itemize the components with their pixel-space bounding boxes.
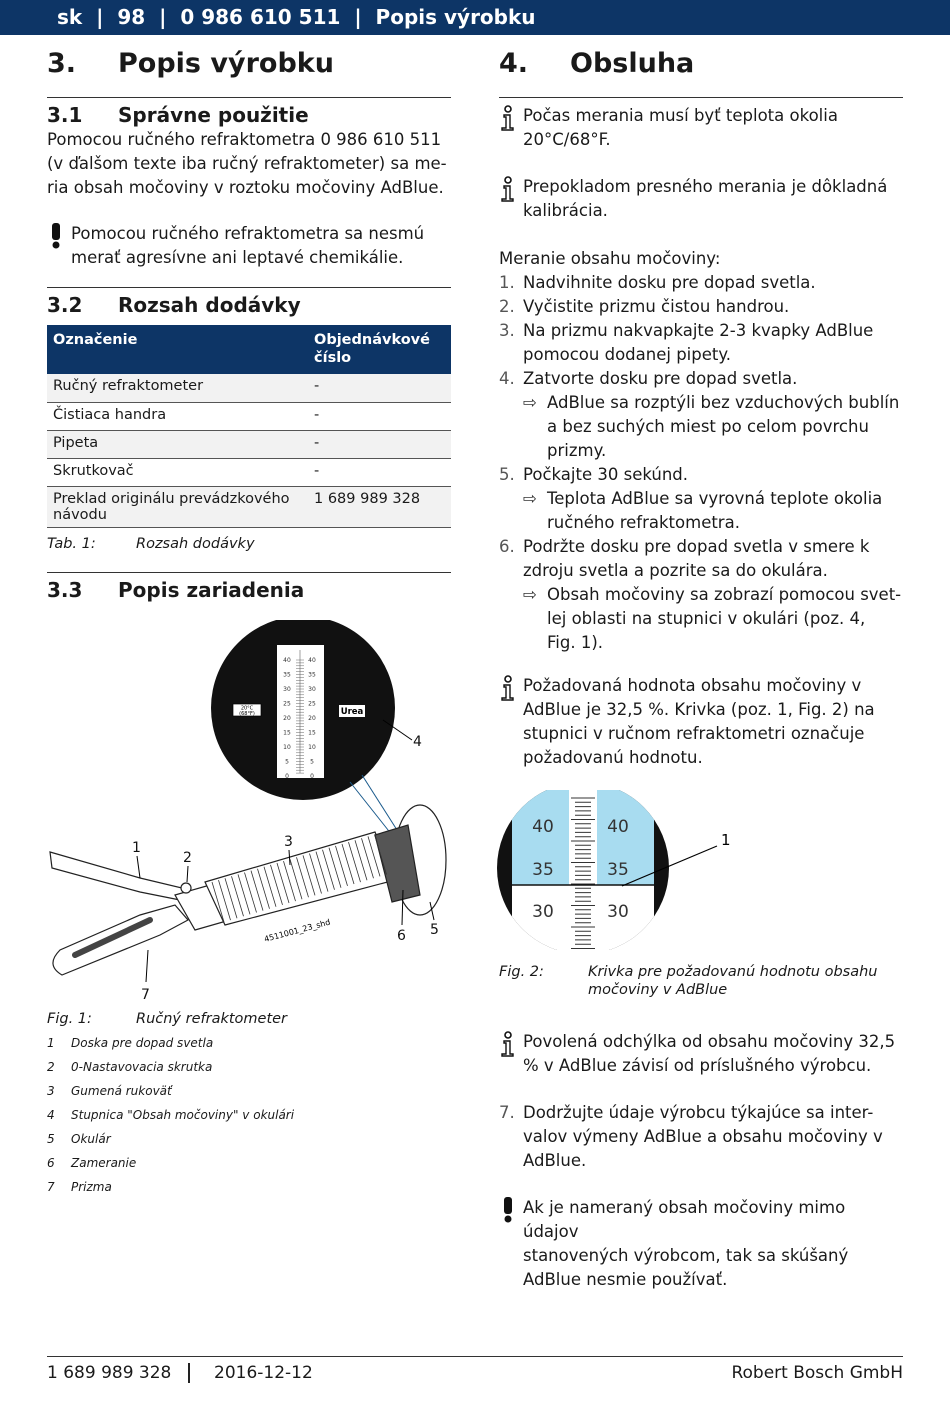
info-icon [499,675,517,701]
refractometer-body [50,805,446,975]
callout-4: 4 [413,734,422,750]
step-result: ⇨ Teplota AdBlue sa vyrovná teplote okolia ručného refraktometra. [523,489,883,532]
footer-separator [188,1363,190,1383]
table-row: Ručný refraktometer - [47,374,451,402]
scale-tick-label: 0 [310,773,314,780]
daylight-plate [50,852,190,902]
warning-note-1: Pomocou ručného refraktometra sa nesmú merať agresívne ani leptavé chemikálie. [47,222,424,270]
supply-table [47,325,451,528]
section-4-heading: 4. Obsluha [499,48,695,79]
list-item: 3 Gumená rukoväť [47,1084,172,1098]
list-item: 5 Okulár [47,1132,111,1146]
scale-tick-label: 35 [308,671,316,679]
step-result: ⇨ AdBlue sa rozptýli bez vzduchových bublín a bez suchých miest po celom povrchu prizmy. [523,393,900,460]
callout-1: 1 [132,840,141,856]
table-row: Čistiaca handra - [47,402,451,430]
divider [47,287,451,288]
info-icon [499,176,517,202]
callout-3: 3 [284,834,293,850]
scale-tick-label: 30 [308,686,316,693]
table-caption: Tab. 1: Rozsah dodávky [47,536,255,552]
scale-label-30: 30 [532,902,554,922]
divider [47,97,451,98]
scale-tick-label: 40 [308,657,316,664]
step-list-continued [499,1101,903,1173]
section-3-1-text: Pomocou ručného refraktometra 0 986 610 511 (v ďalšom texte iba ručný refraktometer) sa me- ria obsah močoviny v roztoku močoviny AdBlue. [47,130,447,197]
list-item: 4. Zatvorte dosku pre dopad svetla. ⇨ AdBlue sa rozptýli bez vzduchových bublín a bez suchých miest po celom povrchu prizmy. [499,367,903,463]
divider [47,572,451,573]
scale-tick-label: 35 [283,671,291,679]
list-item: 5. Počkajte 30 sekúnd. ⇨ Teplota AdBlue sa vyrovná teplote okolia ručného refraktometra. [499,463,903,535]
warning-icon [47,223,65,249]
scale-tick-label: 10 [308,744,316,751]
page-header: sk | 98 | 0 986 610 511 | Popis výrobku [0,0,950,35]
list-item: 6 Zameranie [47,1156,137,1170]
scale-tick-label: 0 [285,773,289,780]
section-3-1-heading: 3.1 Správne použitie [47,103,309,127]
figure-2-caption: Fig. 2: Krivka pre požadovanú hodnotu obsahu močoviny v AdBlue [499,964,878,998]
scale-label-35: 35 [532,860,554,880]
info-note-2: Prepokladom presného merania je dôkladná kalibrácia. [499,175,887,223]
info-note-4: Povolená odchýlka od obsahu močoviny 32,5 % v AdBlue závisí od príslušného výrobcu. [499,1030,895,1078]
list-item: 2 0-Nastavovacia skrutka [47,1060,213,1074]
zero-screw [181,883,191,893]
section-3-heading: 3. Popis výrobku [47,48,334,79]
temp-label: 20°C [240,705,254,712]
callout-2: 2 [183,850,192,866]
list-item: 1. Nadvihnite dosku pre dopad svetla. [499,273,816,292]
table-row: Preklad originálu prevádzkového návodu 1 689 989 328 [47,486,451,527]
info-note-3: Požadovaná hodnota obsahu močoviny v AdBlue je 32,5 %. Krivka (poz. 1, Fig. 2) na stupnici v ručnom refraktometri označuje požadovanú hodnotu. [499,674,875,770]
scale-tick-label: 30 [283,686,291,693]
list-item: 3. Na prizmu nakvapkajte 2-3 kvapky AdBlue pomocou dodanej pipety. [499,321,874,364]
drawing-code: 4511001_23_shd [263,917,332,944]
callout-5: 5 [430,922,439,938]
figure-1-caption: Fig. 1: Ručný refraktometer [47,1011,288,1027]
temp-label-f: (68°F) [239,711,255,717]
table-row: Pipeta - [47,430,451,458]
step-result: ⇨ Obsah močoviny sa zobrazí pomocou svet- lej oblasti na stupnici v okulári (poz. 4, Fig. 1). [523,585,902,652]
scale-tick-label: 10 [283,744,291,751]
scale-tick-label: 5 [310,758,314,766]
result-arrow-icon: ⇨ [523,585,537,604]
scale-detail-figure [497,790,747,950]
footer-divider [47,1356,903,1357]
scale-tick-label: 15 [308,729,316,737]
col-header: Objednávkové číslo [308,325,451,374]
table-row: Skrutkovač - [47,458,451,486]
step-list [499,271,903,655]
list-item: 2. Vyčistite prizmu čistou handrou. [499,297,790,316]
result-arrow-icon: ⇨ [523,393,537,412]
footer-doc-number: 1 689 989 328 [47,1363,172,1383]
footer-company: Robert Bosch GmbH [731,1363,903,1383]
list-item: 7 Prizma [47,1180,112,1194]
list-item: 1 Doska pre dopad svetla [47,1036,214,1050]
list-item: 7. Dodržujte údaje výrobcu týkajúce sa inter- valov výmeny AdBlue a obsahu močoviny v AdBlue. [499,1103,883,1170]
scale-tick-label: 20 [283,715,291,722]
list-item: 6. Podržte dosku pre dopad svetla v smere k zdroju svetla a pozrite sa do okulára. ⇨ Obsah močoviny sa zobrazí pomocou svet- lej oblasti na stupnici v okulári (poz. 4, Fig. 1). [499,535,903,655]
scale-label-40: 40 [607,817,629,837]
info-note-1: Počas merania musí byť teplota okolia 20°C/68°F. [499,104,838,152]
scale-label-30: 30 [607,902,629,922]
section-3-3-heading: 3.3 Popis zariadenia [47,578,305,602]
warning-note-2: Ak je nameraný obsah močoviny mimo údajov stanovených výrobcom, tak sa skúšaný AdBlue nesmie používať. [499,1196,903,1292]
col-header: Označenie [47,325,308,374]
result-arrow-icon: ⇨ [523,489,537,508]
section-3-2-heading: 3.2 Rozsah dodávky [47,293,301,317]
info-icon [499,105,517,131]
table-header-row [47,325,451,374]
divider [499,97,903,98]
scale-tick-label: 5 [285,758,289,766]
warning-icon [499,1197,517,1223]
urea-label: Urea [340,707,364,717]
figure-1-legend [47,1036,294,1204]
list-item: 4 Stupnica "Obsah močoviny" v okulári [47,1108,295,1122]
scale-tick-label: 15 [283,729,291,737]
callout-1: 1 [721,831,731,849]
measurement-intro: Meranie obsahu močoviny: [499,249,721,268]
prism [53,905,188,975]
scale-strip [277,645,324,778]
footer-date: 2016-12-12 [214,1363,313,1383]
scale-tick-label: 25 [308,700,316,708]
scale-label-40: 40 [532,817,554,837]
scale-tick-label: 25 [283,700,291,708]
scale-tick-label: 40 [283,657,291,664]
scale-label-35: 35 [607,860,629,880]
info-icon [499,1031,517,1057]
callout-6: 6 [397,928,406,944]
refractometer-figure [0,620,470,1010]
scale-tick-label: 20 [308,715,316,722]
callout-7: 7 [141,987,150,1003]
